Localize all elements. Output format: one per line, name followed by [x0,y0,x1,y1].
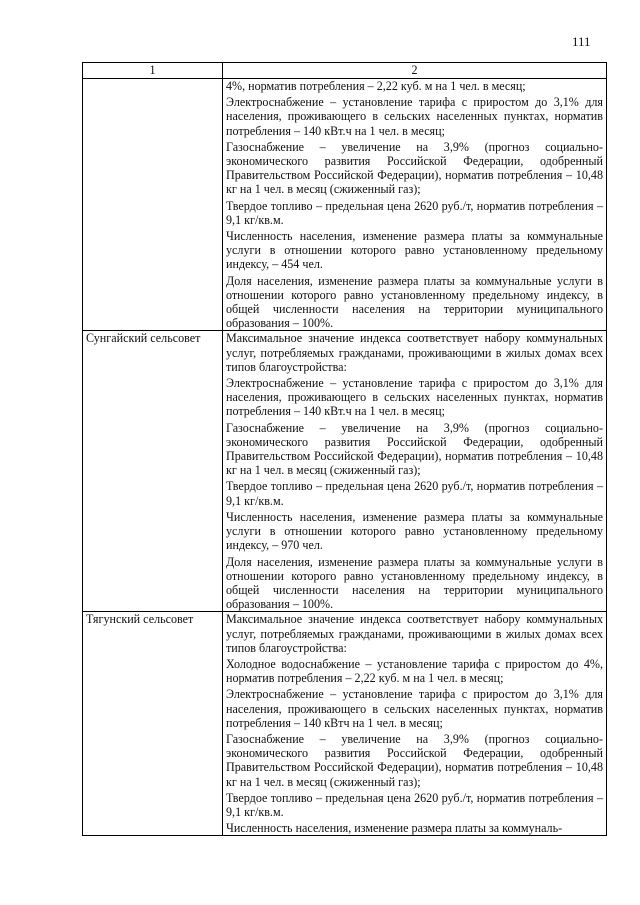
page-number: 111 [572,34,591,49]
table-header-row [83,63,607,79]
paragraph: Газоснабжение – увеличение на 3,9% (прогноз социально-экономического развития Российской Федерации, одобренный Правительством Российской Федерации), норматив потребления – 10,48 кг на 1 чел. в месяц (сжиженный газ); [226,420,603,478]
paragraph: Твердое топливо – предельная цена 2620 руб./т, норматив потребления – 9,1 кг/кв.м. [226,198,603,227]
paragraph: Электроснабжение – установление тарифа с приростом до 3,1% для населения, проживающего в сельских населенных пунктах, норматив потребления – 140 кВтч на 1 чел. в месяц; [226,687,603,730]
indicator-text [223,612,607,836]
municipality-name: Тягунский сельсовет [83,612,223,836]
paragraph: Газоснабжение – увеличение на 3,9% (прогноз социально-экономического развития Российской Федерации, одобренный Правительством Российской Федерации), норматив потребления – 10,48 кг на 1 чел. в месяц (сжиженный газ); [226,731,603,789]
indicator-text [223,331,607,612]
paragraph: Максимальное значение индекса соответствует набору коммунальных услуг, потребляемых гражданами, проживающими в жилых домах всех типов благоустройства: [226,331,603,374]
paragraph: 4%, норматив потребления – 2,22 куб. м на 1 чел. в месяц; [226,79,526,93]
paragraph: Твердое топливо – предельная цена 2620 руб./т, норматив потребления – 9,1 кг/кв.м. [226,479,603,508]
paragraph: Численность населения, изменение размера платы за коммуналь- [226,821,563,836]
municipality-name [83,79,223,331]
paragraph: Твердое топливо – предельная цена 2620 руб./т, норматив потребления – 9,1 кг/кв.м. [226,790,603,819]
table-row [83,79,607,331]
indicator-text [223,79,607,331]
column-header-1: 1 [83,63,223,79]
table-row [83,612,607,836]
document-table [82,62,607,836]
table-row [83,331,607,612]
paragraph: Численность населения, изменение размера платы за коммунальные услуги в отношении которого равно установленному предельному индексу, – 970 чел. [226,509,603,553]
paragraph: Доля населения, изменение размера платы за коммунальные услуги в отношении которого равно установленному предельному индексу, в общей численности населения на территории муниципального образования – 100%. [226,554,603,612]
paragraph: Численность населения, изменение размера платы за коммунальные услуги в отношении которого равно установленному предельному индексу, – 454 чел. [226,229,603,272]
paragraph: Максимальное значение индекса соответствует набору коммунальных услуг, потребляемых гражданами, проживающими в жилых домах всех типов благоустройства: [226,612,603,655]
column-header-2: 2 [223,63,607,79]
paragraph: Электроснабжение – установление тарифа с приростом до 3,1% для населения, проживающего в сельских населенных пунктах, норматив потребления – 140 кВт.ч на 1 чел. в месяц; [226,95,603,138]
paragraph: Доля населения, изменение размера платы за коммунальные услуги в отношении которого равно установленному предельному индексу, в общей численности населения на территории муниципального образования – 100%. [226,273,603,331]
paragraph: Газоснабжение – увеличение на 3,9% (прогноз социально-экономического развития Российской Федерации, одобренный Правительством Российской Федерации), норматив потребления – 10,48 кг на 1 чел. в месяц (сжиженный газ); [226,139,603,197]
municipality-name: Сунгайский сельсовет [83,331,223,612]
paragraph: Электроснабжение – установление тарифа с приростом до 3,1% для населения, проживающего в сельских населенных пунктах, норматив потребления – 140 кВт.ч на 1 чел. в месяц; [226,376,603,419]
paragraph: Холодное водоснабжение – установление тарифа с приростом до 4%, норматив потребления – 2,22 куб. м на 1 чел. в месяц; [226,656,603,686]
